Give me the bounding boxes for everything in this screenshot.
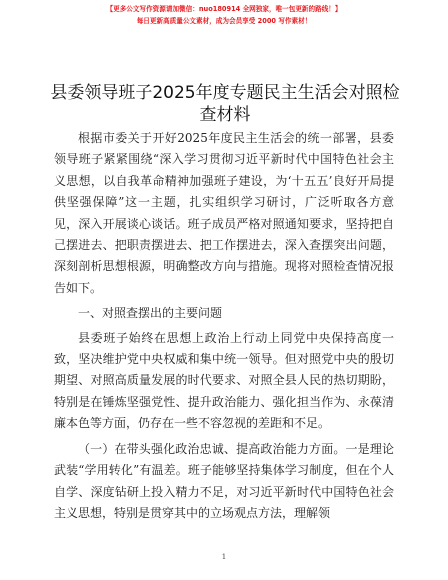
section-heading: 一、对照查摆出的主要问题: [78, 306, 223, 321]
document-title: 县委领导班子2025年度专题民主生活会对照检查材料: [50, 83, 400, 125]
page-number: 1: [221, 553, 227, 561]
body-paragraph: 县委班子始终在思想上政治上行动上同党中央保持高度一致，坚决维护党中央权威和集中统一领导。但对照党中央的殷切期望、对照高质量发展的时代要求、对照全县人民的热切期盼，特别是在锤炼坚强党性、提升政治能力、强化担当作为、永葆清廉本色等方面，仍存在一些不容忽视的差距和不足。: [54, 330, 394, 431]
promo-banner-line-2: 每日更新高质量公文素材，成为会员享受 2000 写作素材！: [136, 17, 312, 25]
promo-banner-line-1: 【更多公文写作资源请加微信：nuo180914 全网独家，唯一包更新的路线！】: [106, 5, 342, 13]
intro-paragraph: 根据市委关于开好2025年度民主生活会的统一部署，县委领导班子紧紧围绕“深入学习贯彻习近平新时代中国特色社会主义思想，以自我革命精神加强班子建设，为‘十五五’良好开局提供坚强保障”这一主题，扎实组织学习研讨，广泛听取各方意见，深入开展谈心谈话。班子成员严格对照通知要求，坚持把自己摆进去、把职责摆进去、把工作摆进去，深入查摆突出问题，深刻剖析思想根源，明确整改方向与措施。现将对照检查情况报告如下。: [54, 131, 394, 295]
promo-banner: [0, 4, 448, 27]
subsection-paragraph: （一）在带头强化政治忠诚、提高政治能力方面。一是理论武装“学用转化”有温差。班子能够坚持集体学习制度，但在个人自学、深度钻研上投入精力不足，对习近平新时代中国特色社会主义思想，特别是贯穿其中的立场观点方法，理解领: [54, 441, 394, 520]
document-body: [54, 128, 394, 524]
